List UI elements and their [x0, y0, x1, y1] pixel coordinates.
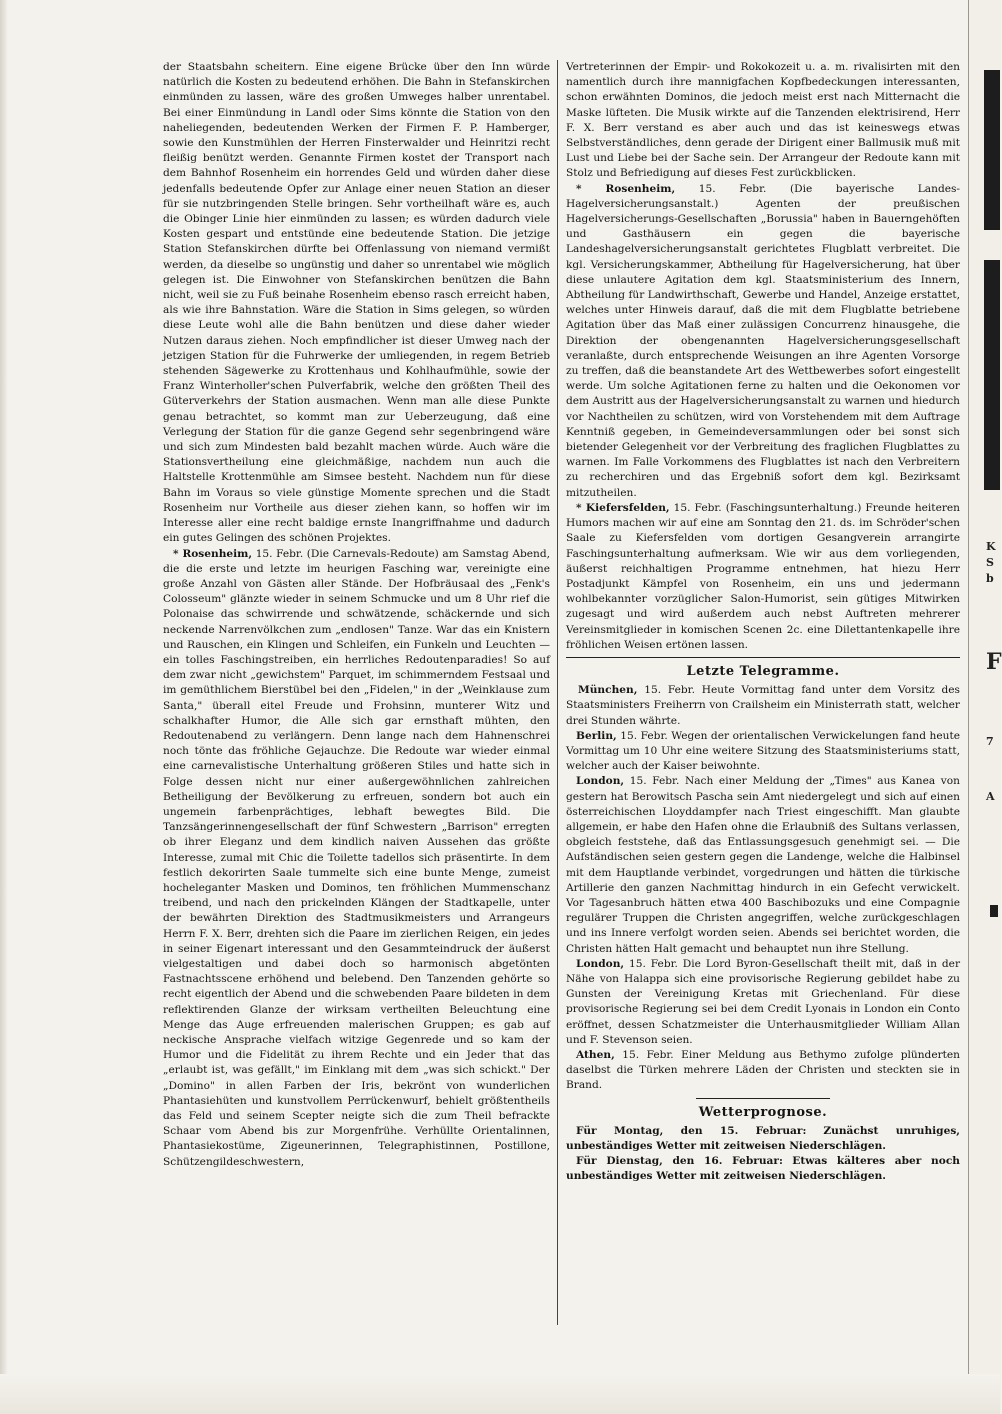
weather-day-label: Für Dienstag, den 16. Februar:	[576, 1155, 783, 1168]
telegram-text: 15. Febr. Die Lord Byron-Gesellschaft theilt mit, daß in der Nähe von Halappa sich eine provisorische Regierung gebildet habe zu Gunsten der Vereinigung Kretas mit Griechenland. Für diese provisorische Regierung sei bei dem Credit Lyonais in London ein Conto eröffnet, dessen Schatzmeister die Unterhausmitglieder William Allan und F. Stevenson seien.	[566, 957, 961, 1046]
page-edge-shadow	[0, 0, 8, 1414]
weather-forecast-tuesday	[566, 1154, 960, 1184]
telegram-item	[566, 957, 960, 1048]
weather-heading: Wetterprognose.	[698, 1104, 828, 1120]
weather-forecast-monday	[566, 1124, 960, 1154]
article-hagelversicherung	[566, 182, 960, 501]
neighbor-page-ink-block	[984, 260, 1000, 490]
telegram-item	[566, 729, 960, 775]
telegram-text: 15. Febr. Nach einer Meldung der „Times" aus Kanea von gestern hat Berowitsch Pascha sein Amt niedergelegt und sich auf einen österreichischen Lloyddampfer nach Triest eingeschifft. Man glaubte allgemein, er habe den Hafen ohne die Erlaubniß des Sultans verlassen, obgleich feststehe, daß das Entlassungsgesuch genehmigt sei. — Die Aufständischen seien gestern gegen die Landenge, welche die Halbinsel mit dem Hauptlande verbindet, vorgedrungen und hätten die türkische Artillerie den ganzen Nachmittag hindurch in ein Gefecht verwickelt. Vor Tagesanbruch hätten etwa 400 Baschibozuks und eine Compagnie regulärer Truppen die Christen angegriffen, welche zurückgeschlagen und ins Innere verfolgt worden seien. Abends sei berichtet worden, die Christen hätten Halt gemacht und behauptet nun ihre Stellung.	[566, 775, 960, 955]
neighbor-page-fragment: 7	[986, 735, 994, 748]
right-column	[566, 60, 960, 1185]
neighbor-page-fragment: A	[986, 790, 995, 803]
article-kiefersfelden	[566, 501, 960, 653]
telegram-place: Berlin,	[576, 729, 617, 742]
telegram-item	[566, 683, 960, 729]
dateline: * Kiefersfelden,	[576, 501, 670, 514]
page-bottom-margin	[0, 1374, 1000, 1414]
column-divider	[557, 60, 558, 1325]
weather-day-label: Für Montag, den 15. Februar:	[576, 1124, 807, 1137]
redoute-article-continued: Vertreterinnen der Empir- und Rokokozeit u. a. m. rivalisirten mit den namentlich durch ihre mannigfachen Kopfbedeckungen interessanten, schon erwähnten Dominos, die jedoch meist erst nach Mitternacht die Maske lüfteten. Die Musik wirkte auf die Tanzenden elektrisirend, Herr F. X. Berr verstand es aber auch und das ist keineswegs etwas Selbstverständliches, denn gerade der Dirigent einer Ballmusik muß mit Lust und Liebe bei der Sache sein. Der Arrangeur der Redoute kann mit Stolz und Befriedigung auf dieses Fest zurückblicken.	[566, 61, 960, 180]
telegram-place: München,	[578, 684, 638, 697]
neighbor-page-fragment: S	[986, 556, 994, 569]
neighbor-page-fragment: K	[986, 540, 996, 553]
article-redoute	[163, 547, 550, 1170]
dateline: * Rosenheim,	[173, 547, 253, 560]
weather-text: Zunächst unruhiges, unbeständiges Wetter mit zeitweisen Niederschlägen.	[566, 1124, 960, 1153]
telegrams-heading: Letzte Telegramme.	[686, 663, 840, 679]
telegram-place: London,	[576, 957, 625, 970]
neighbor-page-ink-block	[984, 70, 1000, 230]
neighbor-page-fragment: F	[986, 649, 1002, 675]
article-body: 15. Febr. (Die Carnevals-Redoute) am Samstag Abend, die die erste und letzte im heurigen Fasching war, vereinigte eine große Anzahl von Gästen aller Stände. Der Hofbräusaal des „Fenk's Colosseum" glänzte wieder in seinem Schmucke und um 8 Uhr rief die Polonaise das schwirrende und schwätzende, schäckernde und sich neckende Narrenvölkchen zum „endlosen" Tanze. War das ein Knistern und Rauschen, ein Klingen und Schleifen, ein Funkeln und Leuchten — ein tolles Faschingstreiben, ein herrliches Redoutenparadies! So auf dem zwar nicht „gewichstem" Parquet, im schimmerndem Festsaal und im gemüthlichem Bierstübel bei den „Fidelen," in der „Weinklause zum Santa," überall eitel Freude und Frohsinn, munterer Witz und schalkhafter Humor, die Alle sich gar ernsthaft mühten, den Redoutenabend zu verlängern. Denn lange nach dem Hahnenschrei noch tönte das fröhliche Gejauchze. Die Redoute war wieder einmal eine carnevalistische Unterhaltung größeren Stiles und hatte sich in Folge dessen nicht nur einer außergewöhnlichen zahlreichen Betheiligung der Bevölkerung zu erfreuen, sondern bot auch ein ungemein farbenprächtiges, lebhaft bewegtes Bild. Die Tanzsängerinnengesellschaft der fünf Schwestern „Barrison" erregten ob ihrer Eleganz und dem kindlich naiven Aussehen das größte Interesse, zumal mit Chic die Toilette tadellos sich präsentirte. In dem festlich dekorirten Saale tummelte sich eine bunte Menge, zumeist hocheleganter Masken und Dominos, ten fröhlichen Mummenschanz treibend, und nach den prickelnden Klängen der Stadtkapelle, unter der bewährten Direktion des Stadtmusikmeisters und Arrangeurs Herrn F. X. Berr, drehten sich die Paare im zierlichen Reigen, ein jedes in seiner Eigenart interessant und den Gesammteindruck der äußerst vielgestaltigen und dabei doch so harmonisch abgetönten Fastnachtsscene erhöhend und belebend. Den Tanzenden gehörte so recht eigentlich der Abend und die schwebenden Paare bildeten in dem reflektirenden Glanze der wirksam vertheilten Beleuchtung eine Menge das Auge erfreuenden malerischen Gruppen; es gab auf neckische Ansprache vielfach witzige Gegenrede und so kam der Humor und die Fidelität zu ihrem Rechte und ein Jeder that das „erlaubt ist, was gefällt," im Einklang mit dem „was sich schickt." Der „Domino" in allen Farben der Iris, bekrönt von wunderlichen Phantasiehüten und kunstvollem Perrückenwurf, behielt größtentheils das Feld und seinem Scepter neigte sich die zum Theil befrackte Schaar vom Abend bis zur Morgenfrühe. Verhüllte Orientalinnen, Phantasiekostüme, Zigeunerinnen, Telegraphistinnen, Postillone, Schützengildeschwestern,	[163, 547, 551, 1168]
dateline: * Rosenheim,	[576, 182, 676, 195]
left-column	[163, 60, 550, 1170]
weather-text: Etwas kälteres aber noch unbeständiges Wetter mit zeitweisen Niederschlägen.	[566, 1155, 960, 1183]
railway-article-continued: der Staatsbahn scheitern. Eine eigene Brücke über den Inn würde natürlich die Kosten zu bedeutend erhöhen. Die Bahn in Stefanskirchen einmünden zu lassen, wäre des großen Umweges halber unrentabel. Bei einer Einmündung in Landl oder Sims könnte die Station von den naheliegenden, bedeutenden Werken der Firmen F. P. Hamberger, sowie den Kunstmühlen der Herren Finsterwalder und Heinritzi recht fleißig benützt werden. Genannte Firmen kostet der Transport nach dem Bahnhof Rosenheim ein horrendes Geld und würden daher diese jedenfalls bedeutende Opfer zur Anlage einer neuen Station an dieser für sie nutzbringenden Stelle bringen. Sehr vortheilhaft wäre es, auch die Obinger Linie hier einmünden zu lassen; es würden dadurch viele Kosten gespart und entstünde eine bedeutende Station. Die jetzige Station Stefanskirchen dürfte bei Offenlassung von niemand vermißt werden, da dieselbe so ungünstig und daher so unrentabel wie möglich gelegen ist. Die Einwohner von Stefanskirchen benützen die Bahn nicht, weil sie zu Fuß beinahe Rosenheim ebenso rasch erreicht haben, als wie ihre Bahnstation. Wäre die Station in Sims gelegen, so würden diese Leute wohl alle die Bahn benützen und diese daher wieder Nutzen daraus ziehen. Noch empfindlicher ist dieser Umweg nach der jetzigen Station für die Fuhrwerke der umliegenden, in regem Betrieb stehenden Sägewerke zu Krottenhaus und Kohlhaufmühle, sowie der Franz Winterholler'schen Pulverfabrik, welche den größten Theil des Güterverkehrs der Station ausmachen. Wenn man alle diese Punkte genau betrachtet, so kommt man zur Ueberzeugung, daß eine Verlegung der Station für die ganze Gegend sehr segenbringend wäre und sich zum Mindesten bald bezahlt machen würde. Auch wäre die Stationsvertheilung eine gleichmäßige, nachdem nun auch die Haltstelle Krottenmühle am Simsee besteht. Nachdem nun für diese Bahn im Voraus so viele günstige Momente sprechen und die Stadt Rosenheim nur Vortheile aus dieser ziehen kann, so hoffen wir im Interesse aller eine recht baldige ernste Inangriffnahme und dadurch ein gutes Gelingen des schönen Projektes.	[163, 61, 550, 545]
section-rule-short	[696, 1098, 830, 1099]
telegram-item	[566, 1048, 960, 1094]
neighbor-page-fragment: b	[986, 572, 994, 585]
telegram-text: 15. Febr. Heute Vormittag fand unter dem Vorsitz des Staatsministers Freiherrn von Crailsheim ein Ministerrath statt, welcher drei Stunden währte.	[566, 684, 960, 727]
neighbor-page-ink-block	[990, 905, 998, 917]
telegram-item	[566, 774, 960, 956]
telegrams-list	[566, 683, 960, 1093]
article-body: 15. Febr. (Die bayerische Landes-Hagelversicherungsanstalt.) Agenten der preußischen Hagelversicherungs-Gesellschaften „Borussia" haben in Bauerngehöften und Gasthäusern ein gegen die bayerische Landeshagelversicherungsanstalt gerichtetes Flugblatt verbreitet. Die kgl. Versicherungskammer, Abtheilung für Hagelversicherung, hat über diese unlautere Agitation dem kgl. Staatsministerium des Innern, Abtheilung für Landwirthschaft, Gewerbe und Handel, Anzeige erstattet, welches unter Hinweis darauf, daß die mit dem Flugblatte betriebene Agitation über das Maß einer zulässigen Concurrenz hinausgehe, die Direktion der obengenannten Hagelversicherungsgesellschaft veranlaßte, durch entsprechende Weisungen an ihre Agenten Vorsorge zu treffen, daß die beanstandete Art des Wettbewerbes sofort eingestellt werde. Um solche Agitationen ferne zu halten und die Oekonomen vor dem Austritt aus der Hagelversicherungsanstalt zu warnen und hiedurch vor Nachtheilen zu schützen, wird von Vorstehendem mit dem Auftrage Kenntniß gegeben, in Gemeindeversammlungen oder bei sonst sich bietender Gelegenheit vor der Verbreitung des fraglichen Flugblattes zu warnen. Im Falle Vorkommens des Flugblattes ist nach den Verbreitern zu recherchiren und das Ergebniß sofort dem kgl. Bezirksamt mitzutheilen.	[566, 182, 961, 499]
telegram-place: London,	[576, 775, 625, 788]
article-body: 15. Febr. (Faschingsunterhaltung.) Freunde heiteren Humors machen wir auf eine am Sonntag den 21. ds. im Schröder'schen Saale zu Kiefersfelden vom dortigen Gesangverein arrangirte Faschingsunterhaltung aufmerksam. Wie wir aus dem vorliegenden, äußerst reichhaltigen Programme entnehmen, hat hiezu Herr Postadjunkt Kämpfel von Rosenheim, ein uns und jedermann wohlbekannter vorzüglicher Salon-Humorist, sein gütiges Mitwirken zugesagt und wird außerdem auch nebst Auftreten mehrerer Vereinsmitglieder in komischen Scenen 2c. eine Dilettantenkapelle ihre fröhlichen Weisen ertönen lassen.	[566, 501, 960, 651]
telegram-text: 15. Febr. Einer Meldung aus Bethymo zufolge plünderten daselbst die Türken mehrere Läden der Christen und steckten sie in Brand.	[566, 1049, 960, 1092]
telegram-text: 15. Febr. Wegen der orientalischen Verwickelungen fand heute Vormittag um 10 Uhr eine weitere Sitzung des Staatsministeriums statt, welcher auch der Kaiser beiwohnte.	[566, 729, 960, 773]
telegram-place: Athen,	[576, 1049, 615, 1061]
section-rule	[566, 657, 960, 658]
